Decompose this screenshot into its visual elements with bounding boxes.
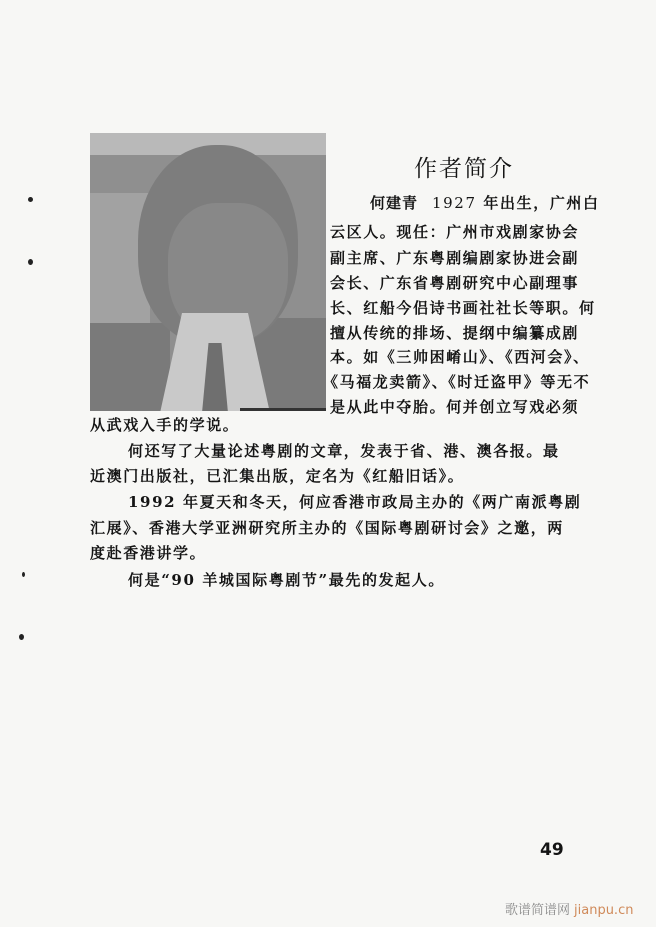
bio-line: 本。如《三帅困崤山》、《西河会》、 [330, 348, 590, 366]
bio-line: 从武戏入手的学说。 [90, 416, 240, 434]
author-photo [90, 133, 326, 411]
paragraph-3-line: 1992 年夏天和冬天，何应香港市政局主办的《两广南派粤剧 [128, 493, 582, 511]
paragraph-3-line: 度赴香港讲学。 [90, 544, 207, 562]
paragraph-4-line: 何是“90 羊城国际粤剧节”最先的发起人。 [128, 571, 445, 589]
birth-year: 1927 [432, 194, 477, 212]
bio-line: 长、红船今侣诗书画社社长等职。何 [330, 299, 596, 317]
scan-speck [19, 634, 24, 640]
bio-line: 云区人。现任：广州市戏剧家协会 [330, 223, 580, 241]
watermark [505, 899, 633, 918]
page-number: 49 [540, 840, 564, 860]
page-title: 作者简介 [414, 156, 514, 183]
bio-line: 擅从传统的排场、提纲中编纂成剧 [330, 324, 580, 342]
paragraph-2-line: 近澳门出版社，已汇集出版，定名为《红船旧话》。 [90, 467, 465, 485]
bio-line: 是从此中夺胎。何并创立写戏必须 [330, 398, 580, 416]
scan-speck [28, 259, 33, 265]
bio-line: 何建青 1927 年出生，广州白 [370, 194, 600, 212]
watermark-chinese: 歌谱简谱网 [505, 903, 571, 918]
watermark-url: jianpu.cn [574, 903, 634, 918]
paragraph-2-line: 何还写了大量论述粤剧的文章，发表于省、港、澳各报。最 [128, 442, 560, 460]
bio-line: 副主席、广东粤剧编剧家协进会副 [330, 249, 580, 267]
scan-speck [22, 572, 25, 577]
scan-speck [28, 197, 33, 202]
bio-line: 《马福龙卖箭》、《时迁盗甲》等无不 [323, 373, 591, 391]
author-name: 何建青 [370, 194, 419, 212]
paragraph-3-line: 汇展》、香港大学亚洲研究所主办的《国际粤剧研讨会》之邀，两 [90, 519, 564, 537]
bio-line: 会长、广东省粤剧研究中心副理事 [330, 274, 580, 292]
